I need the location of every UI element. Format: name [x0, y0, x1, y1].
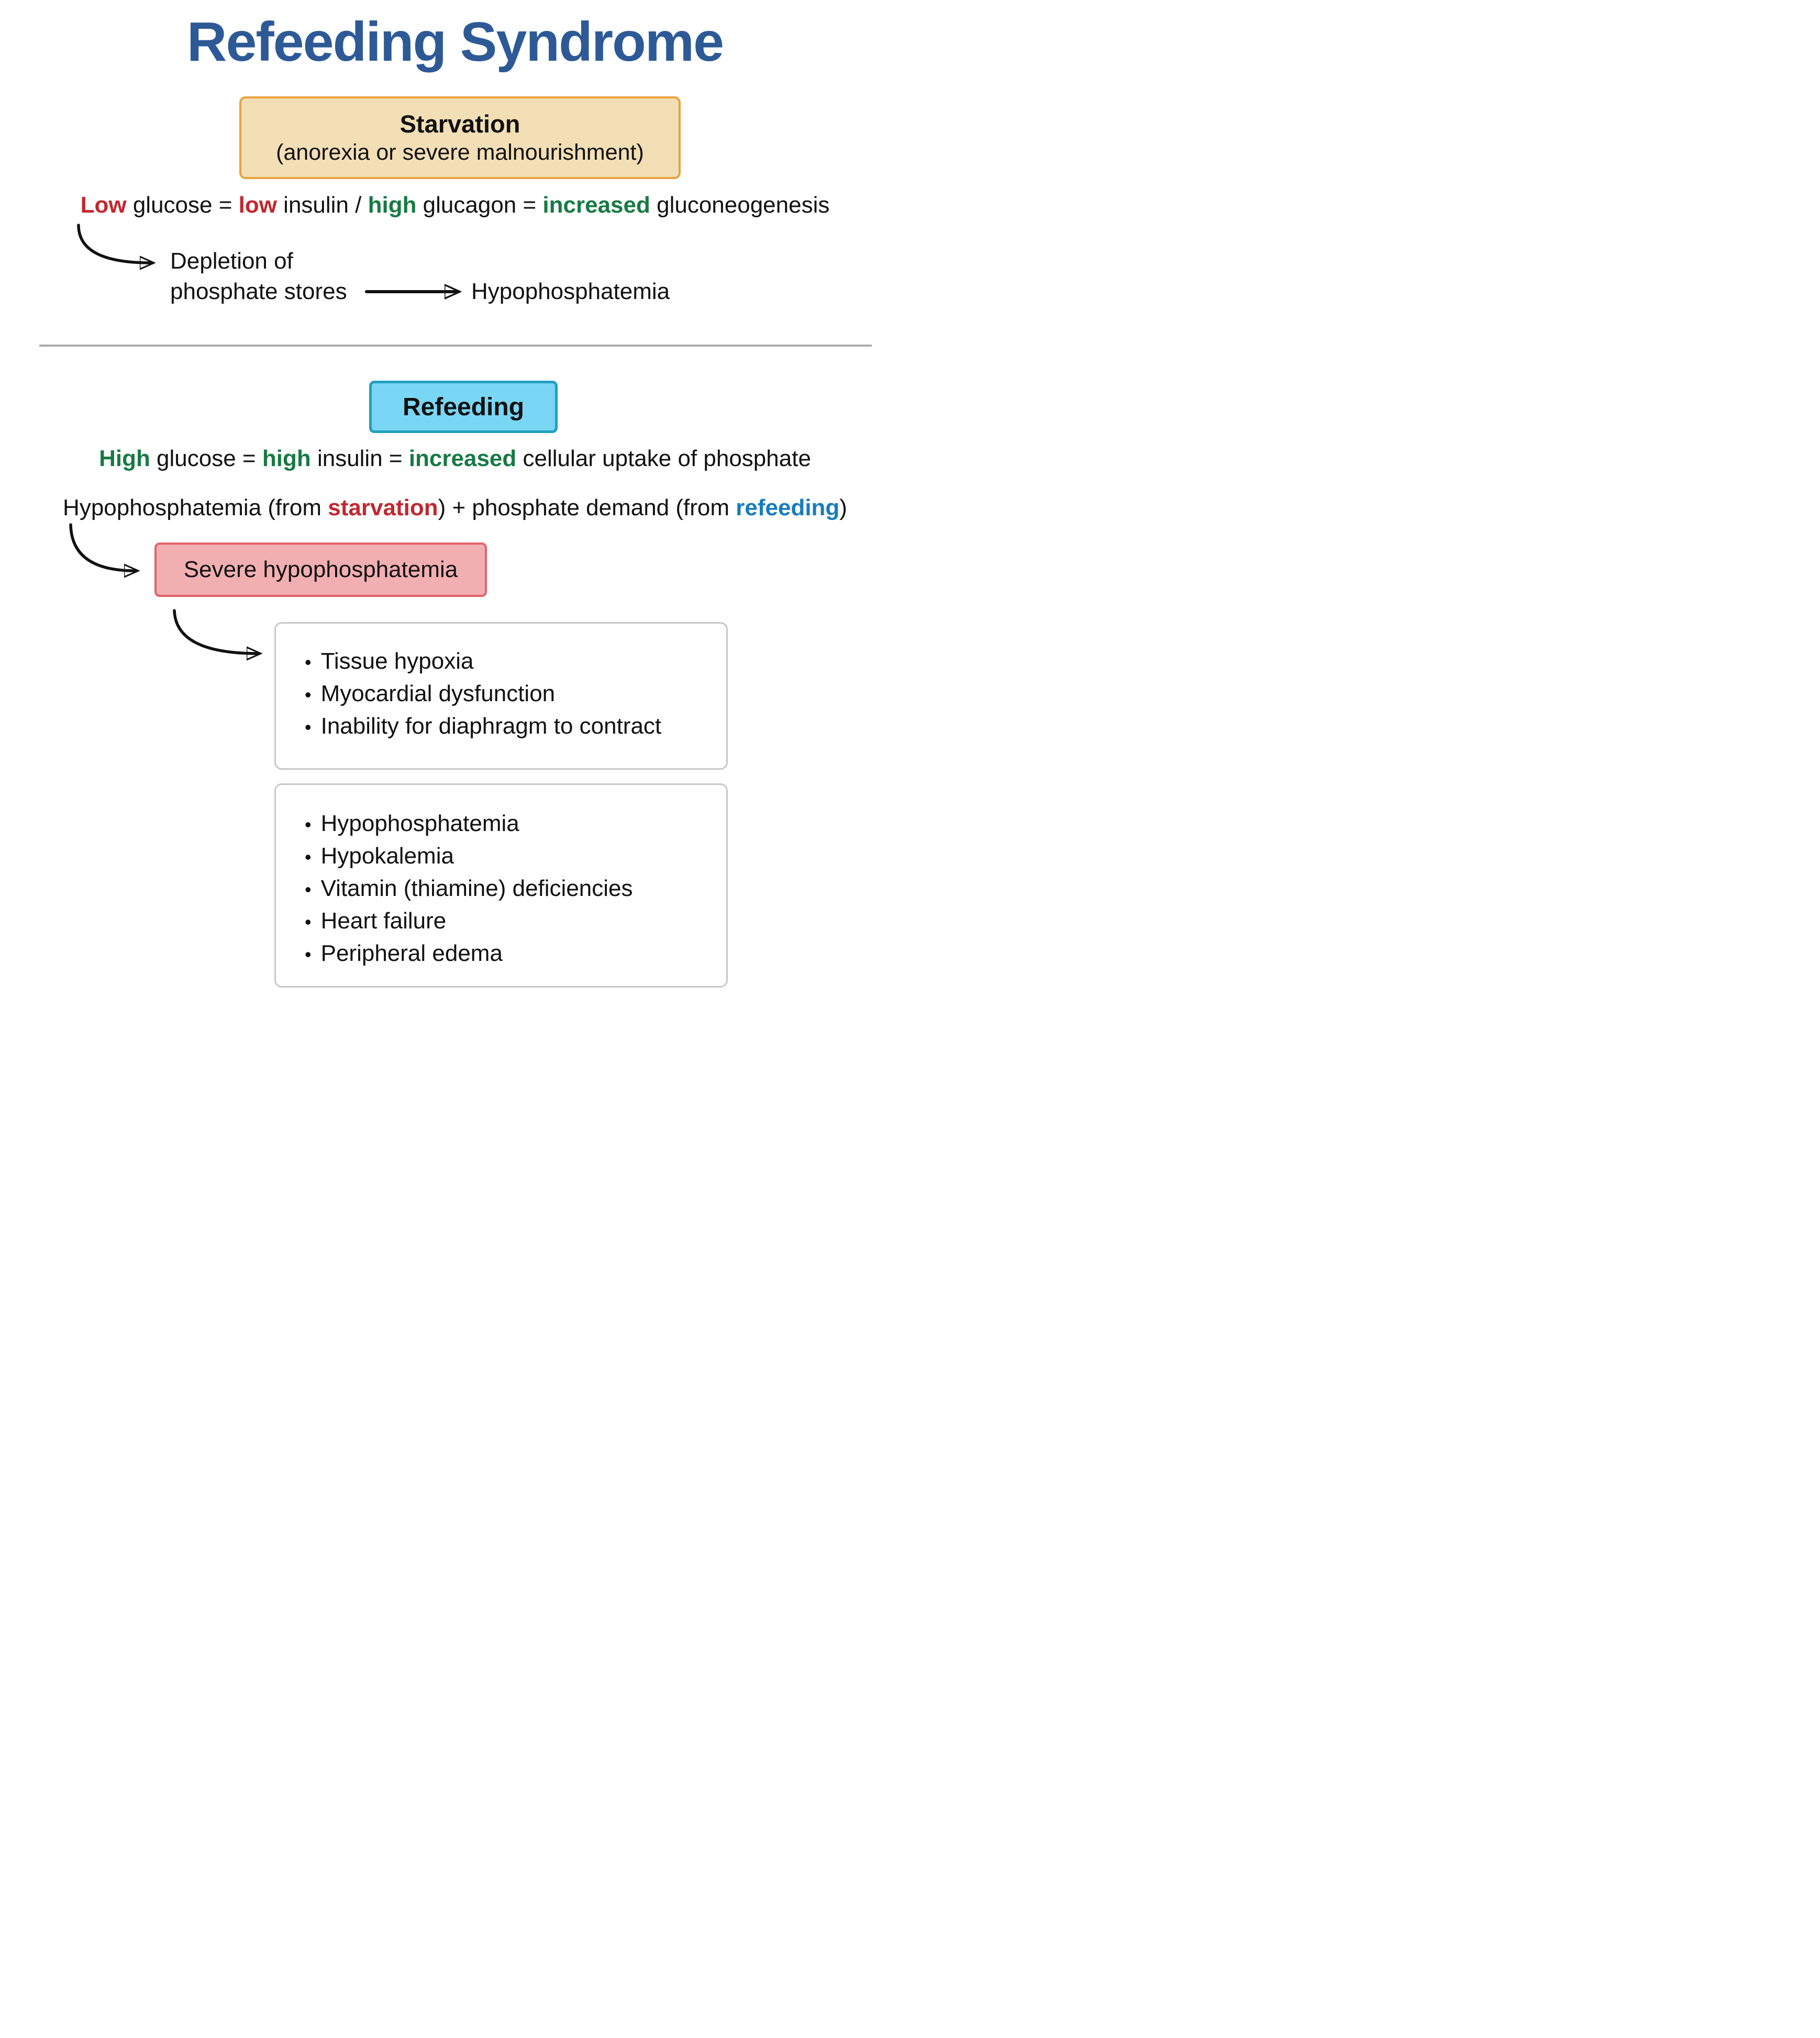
text-segment: high — [262, 446, 311, 471]
text-segment: increased — [542, 192, 650, 218]
text-segment: Hypophosphatemia (from — [63, 495, 328, 520]
page-title: Refeeding Syndrome — [186, 11, 724, 73]
list-item — [305, 840, 718, 873]
list-item — [305, 905, 718, 938]
bullet-icon: • — [305, 944, 312, 965]
text-segment: refeeding — [736, 495, 840, 520]
bullet-icon: • — [305, 846, 312, 868]
list-item — [305, 678, 718, 711]
list-item-label: Inability for diaphragm to contract — [320, 713, 662, 739]
list-item — [305, 711, 718, 743]
list-item-label: Hypokalemia — [320, 843, 454, 869]
section-divider — [39, 345, 872, 347]
bullet-icon: • — [305, 814, 312, 835]
bullet-icon: • — [305, 684, 312, 705]
list-item — [305, 808, 718, 840]
acute-consequences-list — [276, 624, 726, 743]
list-item-label: Myocardial dysfunction — [320, 681, 556, 706]
syndrome-features-box — [274, 783, 728, 988]
text-segment: high — [368, 192, 417, 218]
text-segment: increased — [408, 446, 517, 471]
bullet-icon: • — [305, 651, 312, 673]
bullet-icon: • — [305, 911, 312, 933]
list-item — [305, 938, 718, 970]
text-segment: glucose = — [150, 446, 262, 471]
list-item-label: Vitamin (thiamine) deficiencies — [320, 876, 633, 901]
starvation-box — [239, 96, 681, 179]
bullet-icon: • — [305, 716, 312, 738]
list-item — [305, 873, 718, 905]
depletion-line1: Depletion of — [170, 248, 293, 274]
severe-hypophosphatemia-label: Severe hypophosphatemia — [183, 557, 458, 582]
text-segment: glucagon = — [416, 192, 543, 218]
depletion-text — [170, 246, 347, 307]
text-segment: Low — [80, 192, 127, 218]
curved-arrow-severe-to-consequences-icon — [174, 611, 258, 654]
diagram-canvas — [0, 0, 910, 1019]
text-segment: insulin = — [310, 446, 409, 471]
text-segment: cellular uptake of phosphate — [516, 446, 811, 471]
refeeding-equation-line — [0, 445, 910, 473]
text-segment: High — [99, 446, 150, 471]
text-segment: ) + phosphate demand (from — [438, 495, 736, 520]
starvation-box-title: Starvation — [399, 109, 520, 138]
refeeding-box — [369, 381, 558, 433]
combination-line — [0, 494, 910, 522]
text-segment: low — [238, 192, 277, 218]
list-item-label: Heart failure — [320, 908, 447, 934]
list-item-label: Hypophosphatemia — [320, 811, 519, 836]
syndrome-features-list — [276, 785, 726, 970]
severe-hypophosphatemia-box — [154, 542, 487, 597]
text-segment: gluconeogenesis — [650, 192, 830, 218]
text-segment: glucose = — [126, 192, 239, 218]
refeeding-box-label: Refeeding — [402, 393, 525, 421]
text-segment: ) — [839, 495, 847, 520]
text-segment: insulin / — [276, 192, 368, 218]
acute-consequences-box — [274, 622, 728, 770]
curved-arrow-combination-to-severe-icon — [71, 525, 135, 571]
hypophosphatemia-result-text: Hypophosphatemia — [471, 279, 670, 304]
curved-arrow-low-to-depletion-icon — [79, 225, 151, 263]
starvation-box-subtitle: (anorexia or severe malnourishment) — [276, 140, 644, 165]
bullet-icon: • — [305, 879, 312, 900]
depletion-line2: phosphate stores — [170, 279, 347, 304]
starvation-equation-line — [0, 192, 910, 219]
list-item-label: Peripheral edema — [320, 940, 503, 966]
text-segment: starvation — [328, 495, 438, 520]
list-item-label: Tissue hypoxia — [320, 648, 474, 674]
list-item — [305, 646, 718, 678]
